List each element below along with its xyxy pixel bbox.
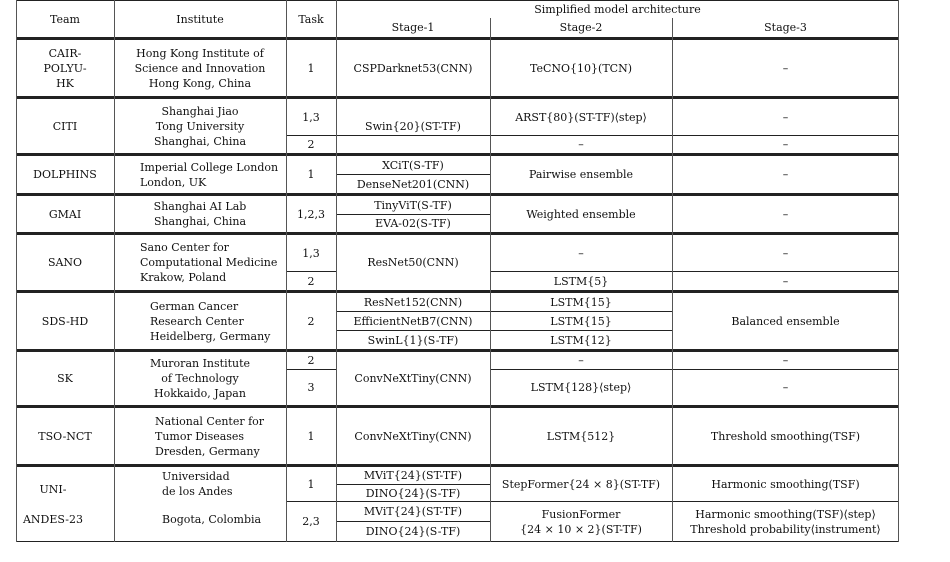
team-institute: Imperial College London London, UK — [140, 160, 279, 189]
stage2-cell: StepFormer{24 × 8}(ST-TF) — [501, 477, 661, 491]
stage2-cell: TeCNO{10}(TCN) — [529, 61, 632, 75]
architecture-table — [16, 0, 899, 542]
task-cell: 3 — [307, 381, 315, 394]
stage3-cell: – — [782, 168, 789, 181]
stage1-cell: MViT{24}(ST-TF) — [363, 469, 463, 482]
stage1-cell: ConvNeXtTiny(CNN) — [354, 372, 472, 385]
stage1-cell: DenseNet201(CNN) — [356, 177, 470, 191]
team-name: UNI- ANDES-23 — [22, 482, 84, 526]
team-institute: Shanghai AI Lab Shanghai, China — [153, 200, 247, 228]
stage2-cell: Pairwise ensemble — [528, 168, 634, 181]
stage1-cell: ResNet50(CNN) — [367, 256, 459, 269]
stage1-cell: TinyViT(S-TF) — [374, 198, 452, 212]
stage1-cell: MViT{24}(ST-TF) — [363, 505, 463, 518]
stage1-cell: ConvNeXtTiny(CNN) — [354, 429, 472, 443]
task-cell: 2 — [307, 138, 315, 151]
stage3-cell: – — [782, 274, 789, 288]
stage2-cell: LSTM{128}⟨step⟩ — [530, 381, 632, 394]
stage2-cell: – — [578, 246, 584, 260]
team-institute: Sano Center for Computational Medicine Krakow, Poland — [140, 241, 278, 284]
stage1-cell: XCiT(S-TF) — [382, 158, 444, 172]
task-cell: 1 — [307, 61, 315, 75]
stage3-cell: Harmonic smoothing(TSF) — [711, 477, 860, 491]
stage3-cell: – — [782, 207, 789, 221]
stage1-cell: SwinL{1}(S-TF) — [367, 333, 459, 347]
stage1-cell: Swin{20}(ST-TF) — [365, 119, 461, 133]
stage3-cell: – — [782, 354, 789, 367]
task-cell: 1,2,3 — [297, 207, 325, 221]
stage2-cell: – — [578, 354, 584, 367]
team-name: DOLPHINS — [33, 168, 97, 181]
stage3-cell: Harmonic smoothing(TSF)⟨step⟩ Threshold probability⟨instrument⟩ — [690, 507, 881, 536]
team-name: SDS-HD — [41, 314, 89, 328]
header-stage2: Stage-2 — [559, 21, 603, 34]
stage2-cell: Weighted ensemble — [526, 207, 636, 221]
header-team: Team — [50, 12, 80, 26]
stage2-cell: LSTM{12} — [550, 333, 612, 347]
team-institute: German Cancer Research Center Heidelberg, Germany — [150, 299, 271, 343]
stage3-cell: Balanced ensemble — [731, 314, 840, 328]
header-institute: Institute — [176, 12, 224, 26]
team-name: SK — [57, 372, 73, 385]
team-institute: Universidad de los Andes — [162, 470, 233, 498]
stage1-cell: DINO{24}(S-TF) — [365, 525, 461, 538]
team-institute: National Center for Tumor Diseases Dresden, Germany — [155, 414, 265, 458]
team-name: SANO — [47, 256, 83, 269]
task-cell: 1,3 — [302, 110, 320, 124]
stage1-cell: DINO{24}(S-TF) — [365, 486, 461, 500]
stage2-cell: LSTM{5} — [553, 274, 609, 288]
stage1-cell: ResNet152(CNN) — [363, 295, 463, 309]
stage2-cell: ARST{80}(ST-TF)⟨step⟩ — [515, 110, 647, 124]
task-cell: 2 — [307, 274, 315, 288]
stage2-cell: LSTM{15} — [550, 314, 612, 328]
task-cell: 2 — [307, 354, 315, 367]
stage1-cell: CSPDarknet53(CNN) — [353, 61, 473, 75]
stage2-cell: – — [578, 138, 584, 151]
stage3-cell: – — [782, 61, 789, 75]
team-name: TSO-NCT — [38, 429, 92, 443]
task-cell: 1 — [307, 477, 315, 491]
stage3-cell: – — [782, 110, 789, 124]
stage2-cell: LSTM{15} — [550, 295, 612, 309]
stage3-cell: – — [782, 138, 789, 151]
team-institute: Hong Kong Institute of Science and Innovation Hong Kong, China — [134, 46, 266, 90]
team-name: CITI — [52, 119, 78, 133]
header-task: Task — [298, 12, 324, 26]
team-institute: Shanghai Jiao Tong University Shanghai, China — [153, 104, 247, 148]
stage3-cell: – — [782, 246, 789, 260]
task-cell: 1,3 — [302, 246, 320, 260]
task-cell: 2 — [307, 314, 315, 328]
rule-bottom — [16, 541, 899, 542]
stage3-cell: – — [782, 381, 789, 394]
header-stage3: Stage-3 — [764, 21, 807, 34]
team-institute: Muroran Institute of Technology Hokkaido, Japan — [149, 357, 251, 400]
stage2-cell: FusionFormer {24 × 10 × 2}(ST-TF) — [520, 507, 642, 536]
task-cell: 1 — [307, 429, 315, 443]
stage3-cell: Threshold smoothing(TSF) — [710, 429, 861, 443]
task-cell: 2,3 — [302, 515, 320, 528]
header-stage1: Stage-1 — [391, 21, 435, 34]
stage1-cell: EVA-02(S-TF) — [375, 217, 451, 230]
team-name: GMAI — [48, 207, 82, 221]
header-arch: Simplified model architecture — [534, 3, 701, 16]
stage1-cell: EfficientNetB7(CNN) — [353, 314, 473, 328]
team-institute-location: Bogota, Colombia — [162, 512, 262, 526]
team-name: CAIR- POLYU- HK — [43, 46, 87, 90]
task-cell: 1 — [307, 168, 315, 181]
stage2-cell: LSTM{512} — [546, 429, 616, 443]
